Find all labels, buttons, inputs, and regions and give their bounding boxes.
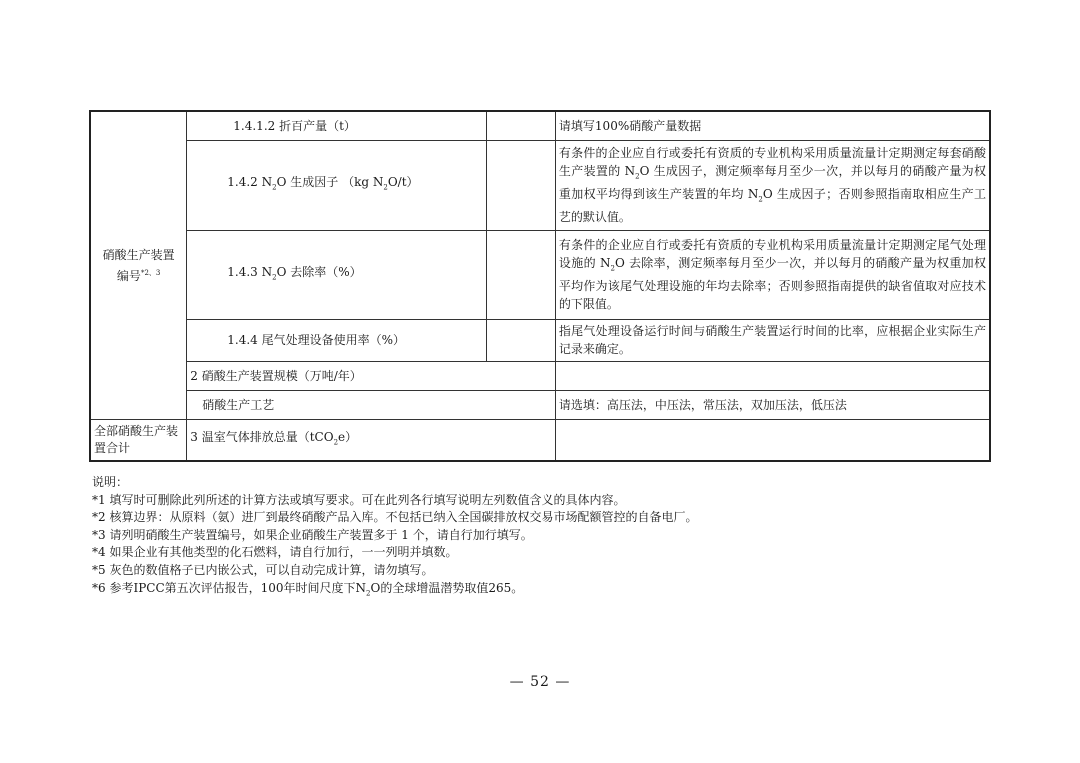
table-row <box>90 230 990 319</box>
item-cell <box>187 361 556 390</box>
note-text: 有条件的企业应自行或委托有资质的专业机构采用质量流量计定期测定每套硝酸生产装置的 $N_2O$ 生成因子，测定频率每月至少一次，并以每月的硝酸产量为权重加权平均得到该生产装置的年均 $N_2O$ 生成因子；否则参照指南取相应生产工艺的默认值。 <box>558 145 986 225</box>
note-1: *1 填写时可删除此列所述的计算方法或填写要求。可在此列各行填写说明左列数值含义的具体内容。 <box>92 492 626 507</box>
note-cell[interactable] <box>555 361 990 390</box>
table-row <box>90 361 990 390</box>
note-cell <box>555 319 990 361</box>
note-cell <box>555 140 990 230</box>
group-label-cell <box>90 111 187 419</box>
item-cell <box>187 230 487 319</box>
note-text: 指尾气处理设备运行时间与硝酸生产装置运行时间的比率，应根据企业实际生产记录来确定。 <box>558 324 986 356</box>
value-cell[interactable] <box>486 111 555 140</box>
item-cell <box>187 319 487 361</box>
total-item-cell <box>187 419 556 461</box>
page-number: — 52 — <box>509 674 571 690</box>
table-row <box>90 390 990 419</box>
item-cell <box>187 111 487 140</box>
note-cell <box>555 111 990 140</box>
total-value-cell[interactable] <box>555 419 990 461</box>
group-label-line2: 编号 <box>116 268 141 283</box>
note-5: *5 灰色的数值格子已内嵌公式，可以自动完成计算，请勿填写。 <box>92 562 434 577</box>
note-cell <box>555 230 990 319</box>
value-cell[interactable] <box>486 230 555 319</box>
value-cell[interactable] <box>486 319 555 361</box>
notes-title: 说明： <box>92 475 129 489</box>
item-cell <box>187 140 487 230</box>
note-cell <box>555 390 990 419</box>
item-label: 1.4.1.2 折百产量（t） <box>233 118 356 133</box>
emissions-table <box>89 110 991 462</box>
note-text: 有条件的企业应自行或委托有资质的专业机构采用质量流量计定期测定尾气处理设施的 $N_2O$ 去除率，测定频率每月至少一次，并以每月的硝酸产量为权重加权平均作为该尾气处理设施的年均去除率；否则参照指南提供的缺省值取对应技术的下限值。 <box>558 237 986 312</box>
table-row-total <box>90 419 990 461</box>
note-2: *2 核算边界：从原料（氨）进厂到最终硝酸产品入库。不包括已纳入全国碳排放权交易市场配额管控的自备电厂。 <box>92 510 698 525</box>
item-label: 硝酸生产工艺 <box>202 397 275 412</box>
note-text: 请选填：高压法，中压法，常压法，双加压法，低压法 <box>558 397 847 412</box>
note-4: *4 如果企业有其他类型的化石燃料，请自行加行，一一列明并填数。 <box>92 545 458 560</box>
item-label: 1.4.2 $N_2O$ 生成因子 （kg $N_2O/t$） <box>227 175 419 192</box>
item-label: 1.4.4 尾气处理设备使用率（%） <box>227 333 406 347</box>
group-label-superscript: *2、3 <box>140 268 161 277</box>
table-row <box>90 111 990 140</box>
note-6: *6 参考IPCC第五次评估报告，100年时间尺度下$N_2O$的全球增温潜势取值265。 <box>92 580 524 597</box>
table-row <box>90 140 990 230</box>
item-cell <box>187 390 556 419</box>
note-3: *3 请列明硝酸生产装置编号，如果企业硝酸生产装置多于 1 个，请自行加行填写。 <box>92 527 533 542</box>
value-cell[interactable] <box>486 140 555 230</box>
item-label: 2 硝酸生产装置规模（万吨/年） <box>190 368 362 383</box>
notes-section <box>92 474 697 603</box>
total-label-cell <box>90 419 187 461</box>
group-label-line1: 硝酸生产装置 <box>102 247 175 262</box>
item-label: 1.4.3 $N_2O$ 去除率（%） <box>227 264 362 282</box>
table-row <box>90 319 990 361</box>
note-text: 请填写100%硝酸产量数据 <box>558 118 702 133</box>
total-item-label: 3 温室气体排放总量（tCO$_2$e） <box>190 430 358 447</box>
total-label: 全部硝酸生产装置合计 <box>94 423 179 455</box>
